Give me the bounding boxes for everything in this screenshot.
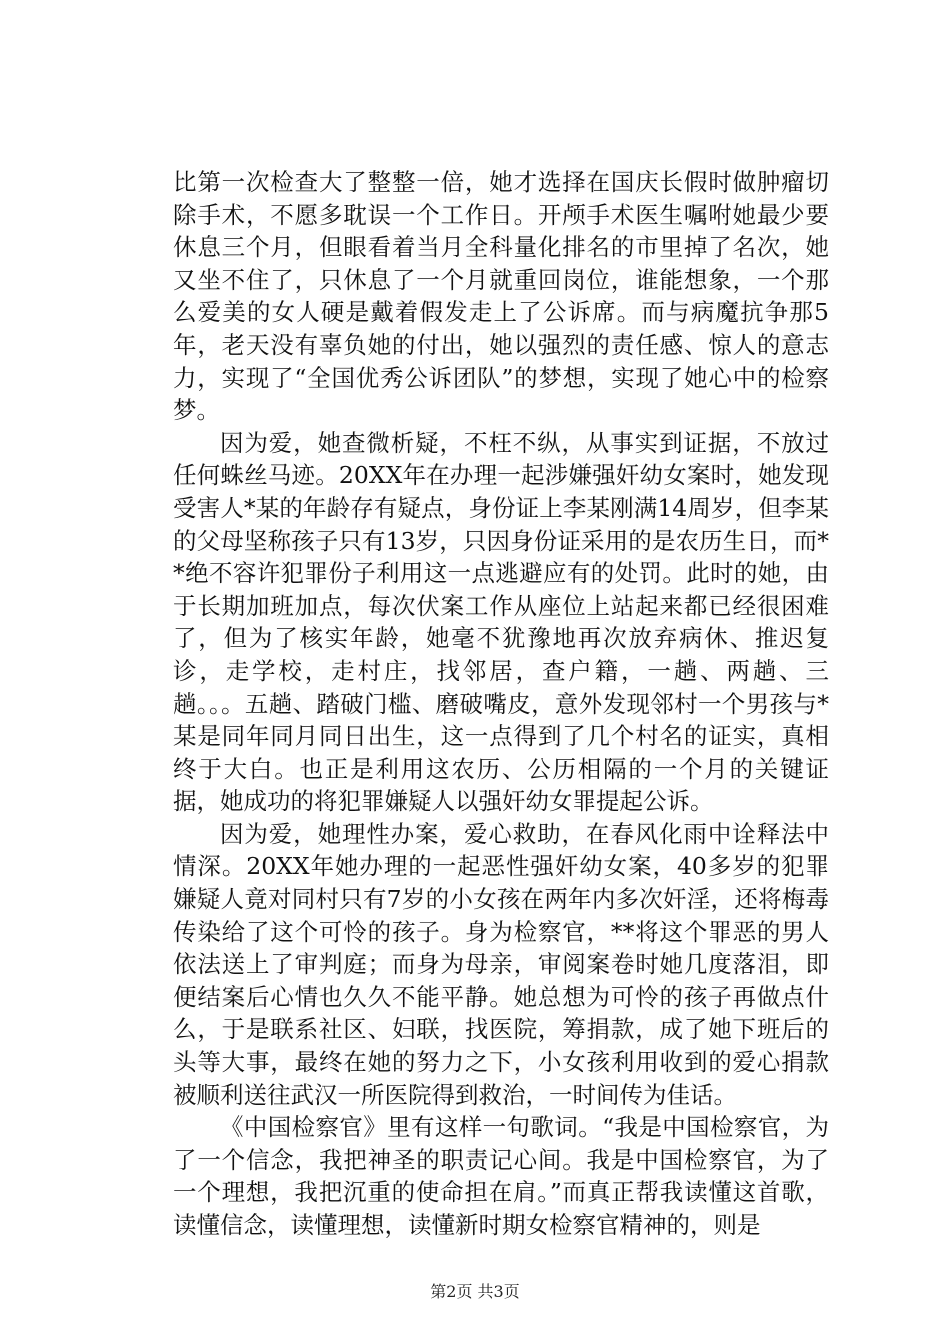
paragraph-1: 比第一次检查大了整整一倍，她才选择在国庆长假时做肿瘤切除手术，不愿多耽误一个工作日。开颅手术医生嘱咐她最少要休息三个月，但眼看着当月全科量化排名的市里掉了名次，她又坐不住了，只休息了一个月就重回岗位，谁能想象，一个那么爱美的女人硬是戴着假发走上了公诉席。而与病魔抗争那5年，老天没有辜负她的付出，她以强烈的责任感、惊人的意志力，实现了“全国优秀公诉团队”的梦想，实现了她心中的检察梦。 [173, 168, 829, 425]
paragraph-2: 因为爱，她查微析疑，不枉不纵，从事实到证据，不放过任何蛛丝马迹。20XX年在办理一起涉嫌强奸幼女案时，她发现受害人*某的年龄存有疑点，身份证上李某刚满14周岁，但李某的父母坚称孩子只有13岁，只因身份证采用的是农历生日，而**绝不容许犯罪份子利用这一点逃避应有的处罚。此时的她，由于长期加班加点，每次伏案工作从座位上站起来都已经很困难了，但为了核实年龄，她毫不犹豫地再次放弃病休、推迟复诊，走学校，走村庄，找邻居，查户籍，一趟、两趟、三趟。。。五趟、踏破门槛、磨破嘴皮，意外发现邻村一个男孩与*某是同年同月同日出生，这一点得到了几个村名的证实，真相终于大白。也正是利用这农历、公历相隔的一个月的关键证据，她成功的将犯罪嫌疑人以强奸幼女罪提起公诉。 [173, 428, 829, 816]
page-footer: 第2页 共3页 [430, 1282, 520, 1301]
document-body [173, 166, 829, 1242]
paragraph-4: 《中国检察官》里有这样一句歌词。“我是中国检察官，为了一个信念，我把神圣的职责记心间。我是中国检察官，为了一个理想，我把沉重的使命担在肩。”而真正帮我读懂这首歌，读懂信念，读懂理想，读懂新时期女检察官精神的，则是 [173, 1113, 829, 1239]
paragraph-3: 因为爱，她理性办案，爱心救助，在春风化雨中诠释法中情深。20XX年她办理的一起恶性强奸幼女案，40多岁的犯罪嫌疑人竟对同村只有7岁的小女孩在两年内多次奸淫，还将梅毒传染给了这个可怜的孩子。身为检察官，**将这个罪恶的男人依法送上了审判庭；而身为母亲，审阅案卷时她几度落泪，即便结案后心情也久久不能平静。她总想为可怜的孩子再做点什么，于是联系社区、妇联，找医院，筹捐款，成了她下班后的头等大事，最终在她的努力之下，小女孩利用收到的爱心捐款被顺利送往武汉一所医院得到救治，一时间传为佳话。 [173, 819, 829, 1109]
